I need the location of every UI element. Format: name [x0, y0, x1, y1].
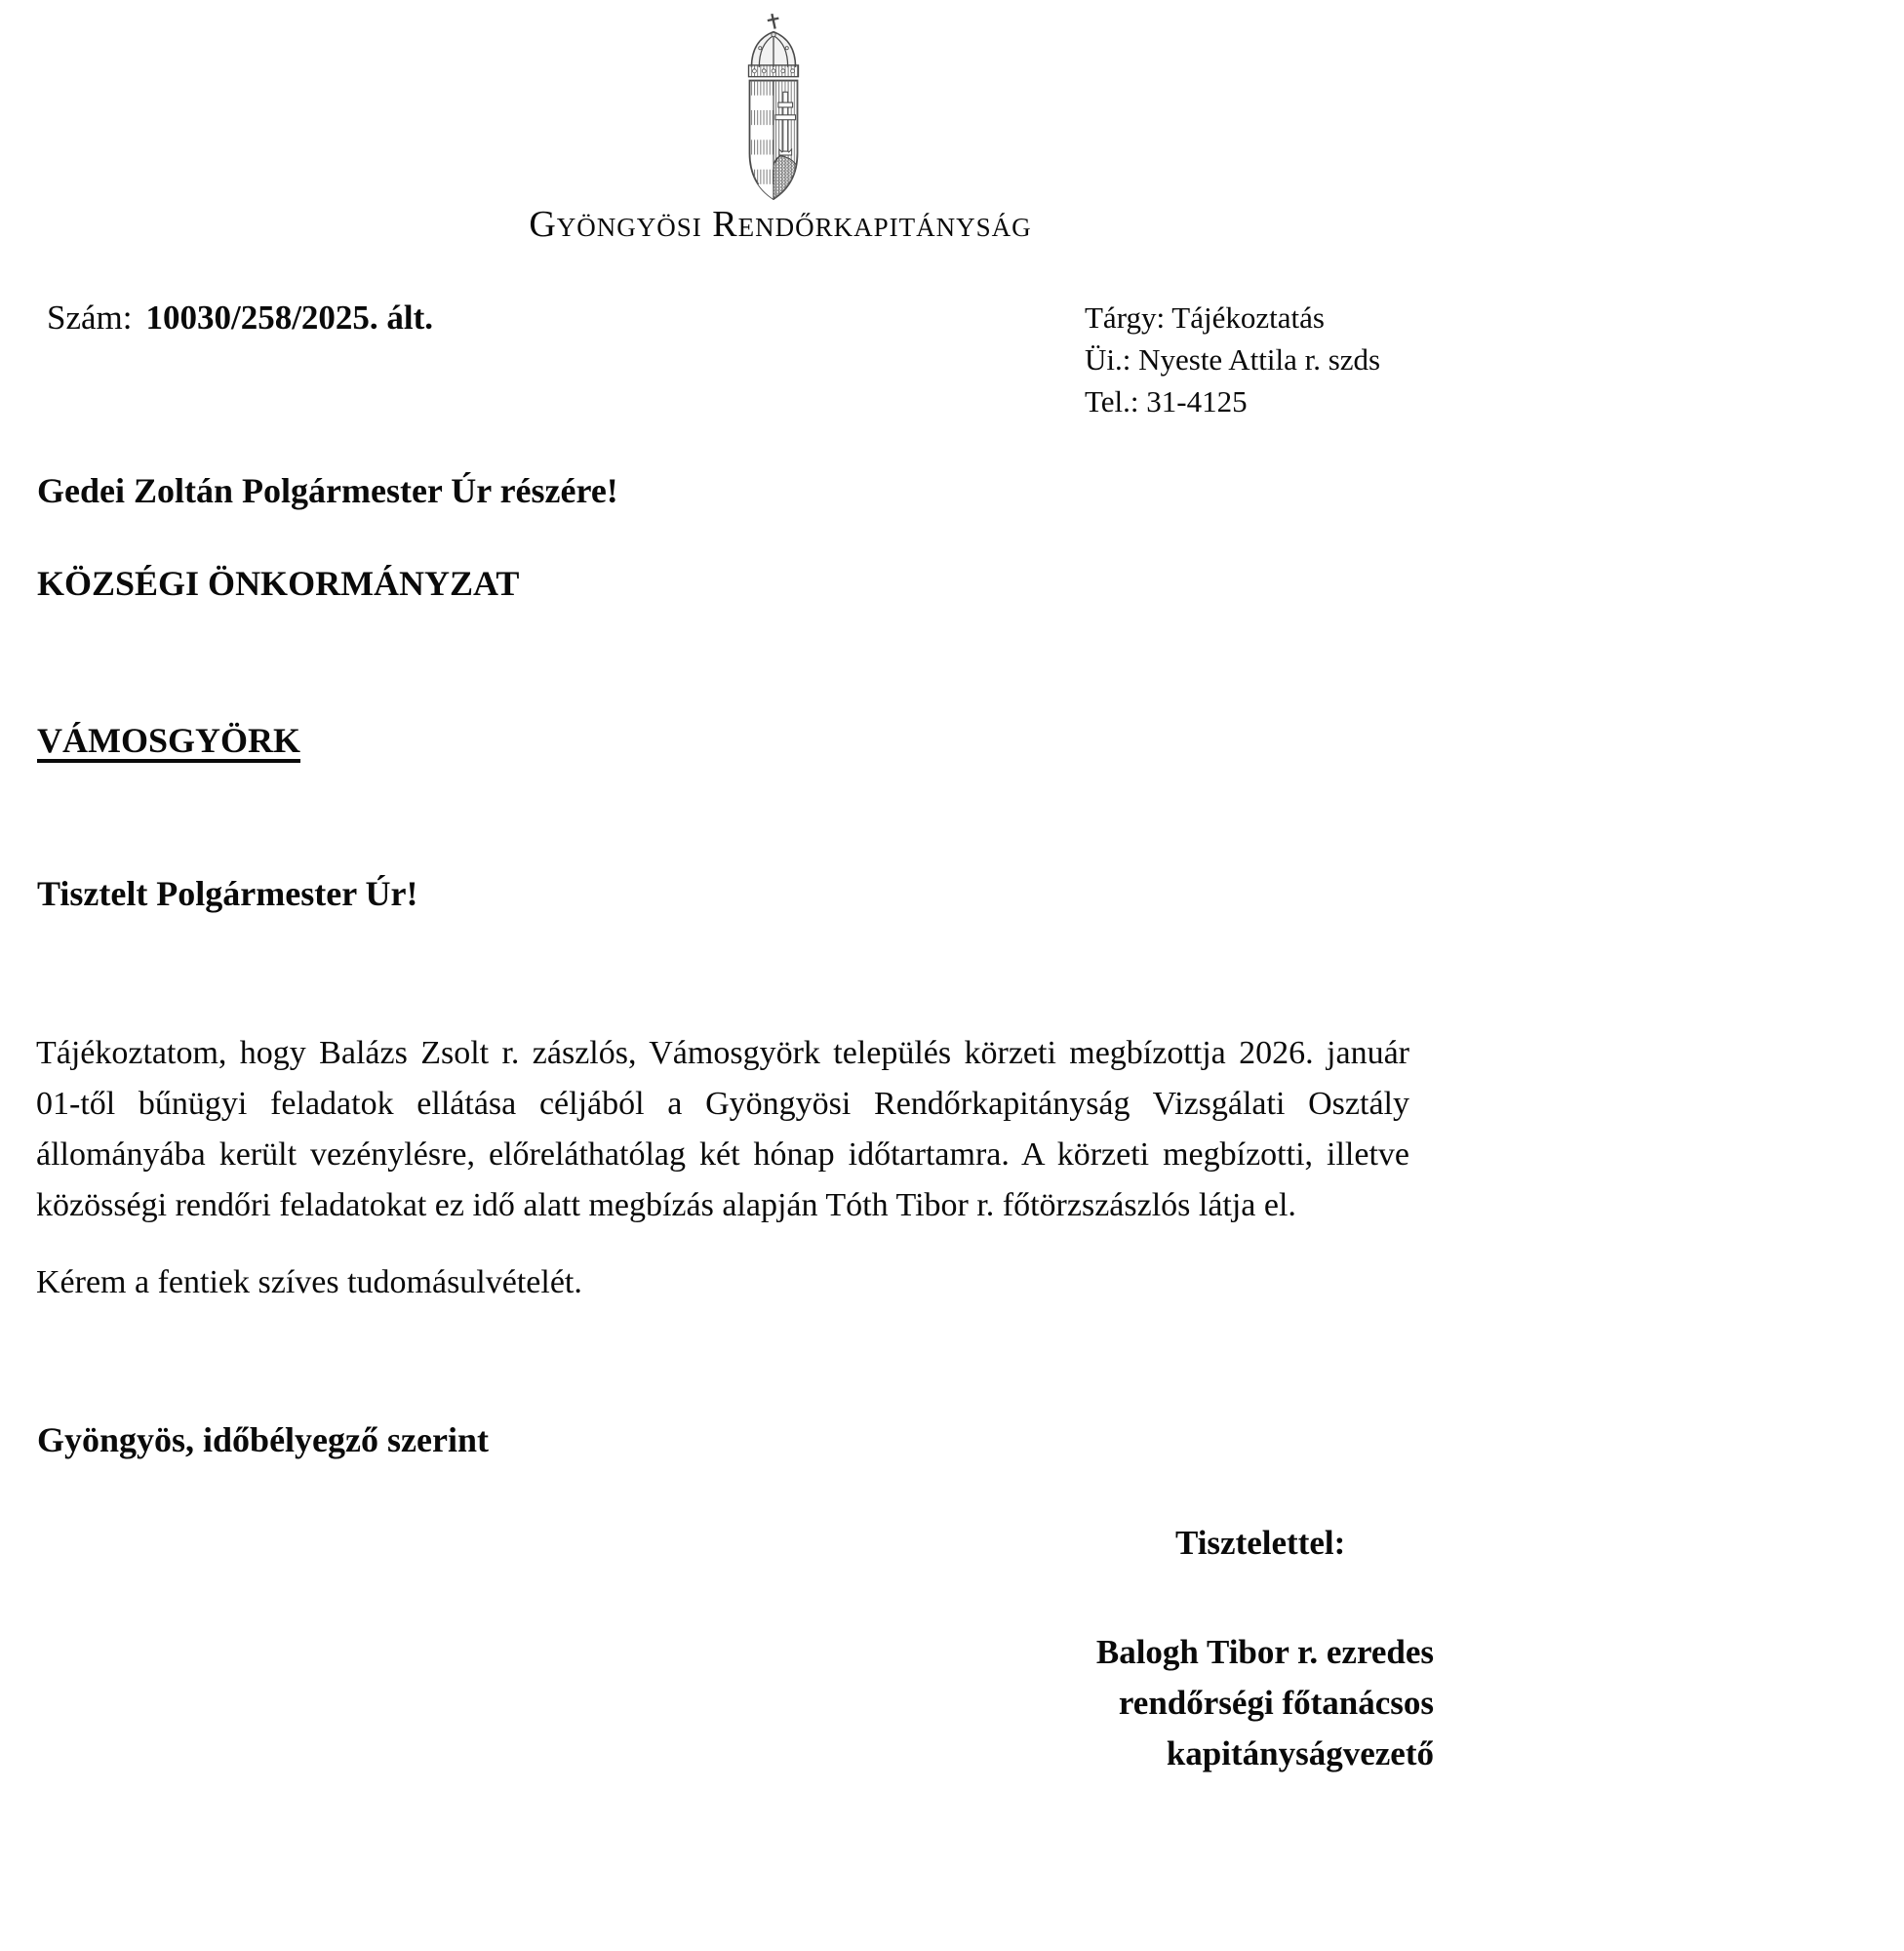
dateline: Gyöngyös, időbélyegző szerint	[37, 1420, 489, 1459]
phone-line: Tel.: 31-4125	[1085, 384, 1248, 418]
body-line: Tájékoztatom, hogy Balázs Zsolt r. zászlós, Vámosgyörk település körzeti megbízottja 2026. január	[36, 1035, 1409, 1071]
subject-line: Tárgy: Tájékoztatás	[1085, 300, 1325, 335]
addressee-city: VÁMOSGYÖRK	[37, 721, 300, 760]
reference-number-line	[47, 299, 433, 338]
handler-line: Üi.: Nyeste Attila r. szds	[1085, 342, 1381, 377]
body-line: 01-től bűnügyi feladatok ellátása céljából a Gyöngyösi Rendőrkapitányság Vizsgálati Osztály	[36, 1086, 1409, 1122]
body-line: közösségi rendőri feladatokat ez idő alatt megbízás alapján Tóth Tibor r. főtörzszászlós látja el.	[36, 1187, 1296, 1223]
signer-rank: rendőrségi főtanácsos	[1118, 1684, 1434, 1722]
closing-sentence: Kérem a fentiek szíves tudomásulvételét.	[36, 1264, 582, 1300]
subject-info-block	[1085, 297, 1380, 422]
organization-title: Gyöngyösi Rendőrkapitányság	[529, 204, 1032, 245]
hungarian-coat-of-arms-icon	[734, 12, 813, 203]
salutation: Tisztelt Polgármester Úr!	[37, 874, 418, 913]
valediction: Tisztelettel:	[1175, 1524, 1346, 1562]
reference-number-label: Szám:	[47, 299, 133, 337]
addressee-organization: KÖZSÉGI ÖNKORMÁNYZAT	[37, 564, 520, 603]
body-paragraph	[36, 1028, 1409, 1231]
reference-number-value: 10030/258/2025. ált.	[145, 299, 434, 337]
addressee-name: Gedei Zoltán Polgármester Úr részére!	[37, 471, 618, 510]
signer-position: kapitányságvezető	[1166, 1734, 1434, 1772]
body-line: állományába került vezénylésre, előreláthatólag két hónap időtartamra. A körzeti megbízotti, illetve	[36, 1136, 1409, 1173]
signer-name: Balogh Tibor r. ezredes	[1095, 1633, 1434, 1671]
signature-block	[1096, 1627, 1434, 1779]
